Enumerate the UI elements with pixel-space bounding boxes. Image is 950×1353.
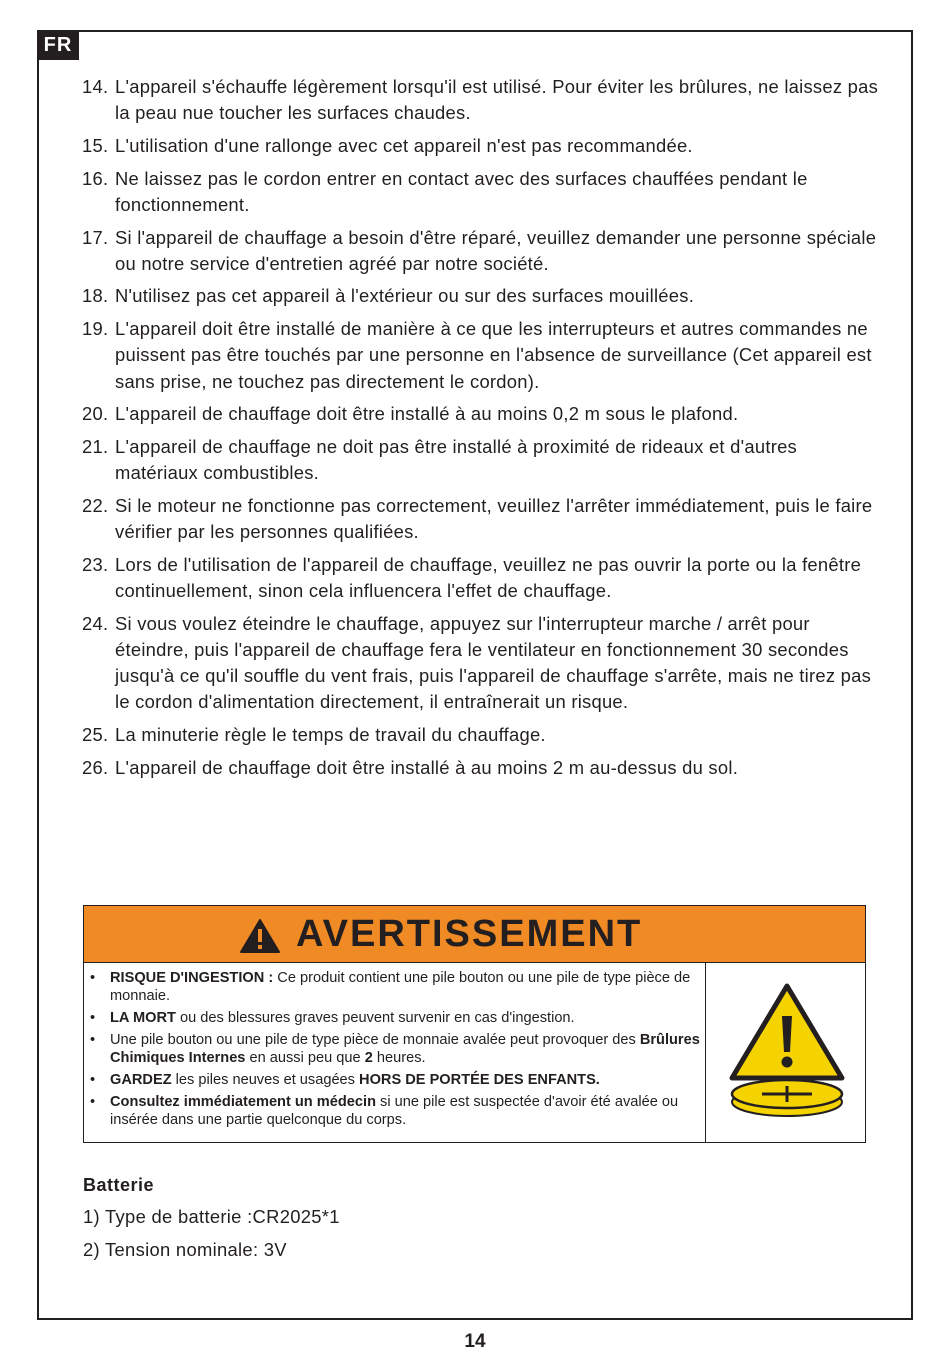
warning-bullet-ingestion: • RISQUE D'INGESTION : Ce produit contient une pile bouton ou une pile de type pièce de monnaie.	[90, 970, 691, 1004]
instruction-text: Si le moteur ne fonctionne pas correctement, veuillez l'arrêter immédiatement, puis le faire vérifier par les personnes qualifiées.	[115, 494, 873, 543]
instruction-number: 17.	[82, 226, 109, 248]
instruction-number: 23.	[82, 553, 109, 575]
instruction-item	[82, 401, 882, 427]
instruction-text: L'utilisation d'une rallonge avec cet appareil n'est pas recommandée.	[115, 134, 693, 156]
instruction-item	[82, 552, 882, 604]
warning-title: AVERTISSEMENT	[296, 913, 643, 955]
instruction-text: La minuterie règle le temps de travail du chauffage.	[115, 723, 546, 745]
instruction-number: 22.	[82, 494, 109, 516]
instruction-number: 24.	[82, 612, 109, 634]
warning-bullet-keep-away: • GARDEZ les piles neuves et usagées HORS DE PORTÉE DES ENFANTS.	[90, 1072, 600, 1088]
instruction-item	[82, 74, 882, 126]
instruction-item	[82, 316, 882, 395]
instruction-number: 20.	[82, 403, 109, 425]
instruction-number: 25.	[82, 723, 109, 745]
instruction-number: 14.	[82, 76, 109, 97]
warning-bullet-doctor: • Consultez immédiatement un médecin si une pile est suspectée d'avoir été avalée ou insérée dans une partie quelconque du corps.	[90, 1094, 679, 1128]
battery-voltage: 2) Tension nominale: 3V	[83, 1239, 287, 1260]
language-tag: FR	[37, 30, 79, 60]
instruction-number: 19.	[82, 318, 109, 340]
instruction-text: Lors de l'utilisation de l'appareil de chauffage, veuillez ne pas ouvrir la porte ou la fenêtre continuellement, sinon cela influencera l'effet de chauffage.	[115, 553, 862, 601]
warning-header	[84, 906, 865, 963]
warning-box	[83, 905, 866, 1143]
instruction-number: 26.	[82, 756, 109, 778]
instruction-item	[82, 225, 882, 277]
instruction-text: L'appareil de chauffage doit être installé à au moins 2 m au-dessus du sol.	[115, 756, 739, 778]
instruction-number: 21.	[82, 435, 109, 457]
instruction-item	[82, 434, 882, 486]
battery-title: Batterie	[83, 1175, 155, 1195]
instruction-text: Si l'appareil de chauffage a besoin d'être réparé, veuillez demander une personne spéciale ou notre service d'entretien agréé par notre société.	[115, 226, 877, 274]
instruction-item	[82, 133, 882, 159]
instruction-text: L'appareil de chauffage doit être installé à au moins 0,2 m sous le plafond.	[115, 403, 739, 425]
coin-battery-hazard-icon	[724, 980, 850, 1120]
instruction-text: Ne laissez pas le cordon entrer en contact avec des surfaces chauffées pendant le fonctionnement.	[115, 167, 808, 215]
warning-bullet-death: • LA MORT ou des blessures graves peuvent survenir en cas d'ingestion.	[90, 1010, 575, 1026]
instruction-item	[82, 611, 882, 716]
instruction-text: L'appareil s'échauffe légèrement lorsqu'il est utilisé. Pour éviter les brûlures, ne laissez pas la peau nue toucher les surfaces chaudes.	[115, 76, 879, 124]
battery-type: 1) Type de batterie :CR2025*1	[83, 1206, 340, 1227]
instruction-item	[82, 166, 882, 218]
warning-body	[84, 963, 706, 1142]
instruction-item	[82, 722, 882, 748]
instruction-number: 18.	[82, 285, 109, 307]
instruction-text: N'utilisez pas cet appareil à l'extérieur ou sur des surfaces mouillées.	[115, 285, 695, 307]
warning-triangle-icon	[239, 918, 281, 954]
instruction-number: 16.	[82, 167, 109, 189]
instruction-text: L'appareil de chauffage ne doit pas être installé à proximité de rideaux et d'autres matériaux combustibles.	[115, 435, 797, 484]
instruction-number: 15.	[82, 134, 109, 156]
instruction-item	[82, 755, 882, 781]
warning-bullet-burns: • Une pile bouton ou une pile de type pièce de monnaie avalée peut provoquer des Brûlures Chimiques Internes en aussi peu que 2 heures.	[90, 1032, 700, 1066]
instruction-text: L'appareil doit être installé de manière à ce que les interrupteurs et autres commandes ne puissent pas être touchés par une personne en l'absence de surveillance (Cet appareil est sans prise, ne touchez pas directement le cordon).	[115, 318, 872, 392]
instruction-text: Si vous voulez éteindre le chauffage, appuyez sur l'interrupteur marche / arrêt pour éteindre, puis l'appareil de chauffage fera le ventilateur en fonctionnement 30 secondes jusqu'à ce qu'il souffle du vent frais, puis l'appareil de chauffage s'arrête, mais ne tirez pas le cordon d'alimentation directement, il entraînerait un risque.	[115, 612, 872, 713]
instruction-item	[82, 493, 882, 545]
safety-instructions-list	[82, 74, 882, 787]
page-number: 14	[464, 1331, 486, 1352]
instruction-item	[82, 283, 882, 309]
